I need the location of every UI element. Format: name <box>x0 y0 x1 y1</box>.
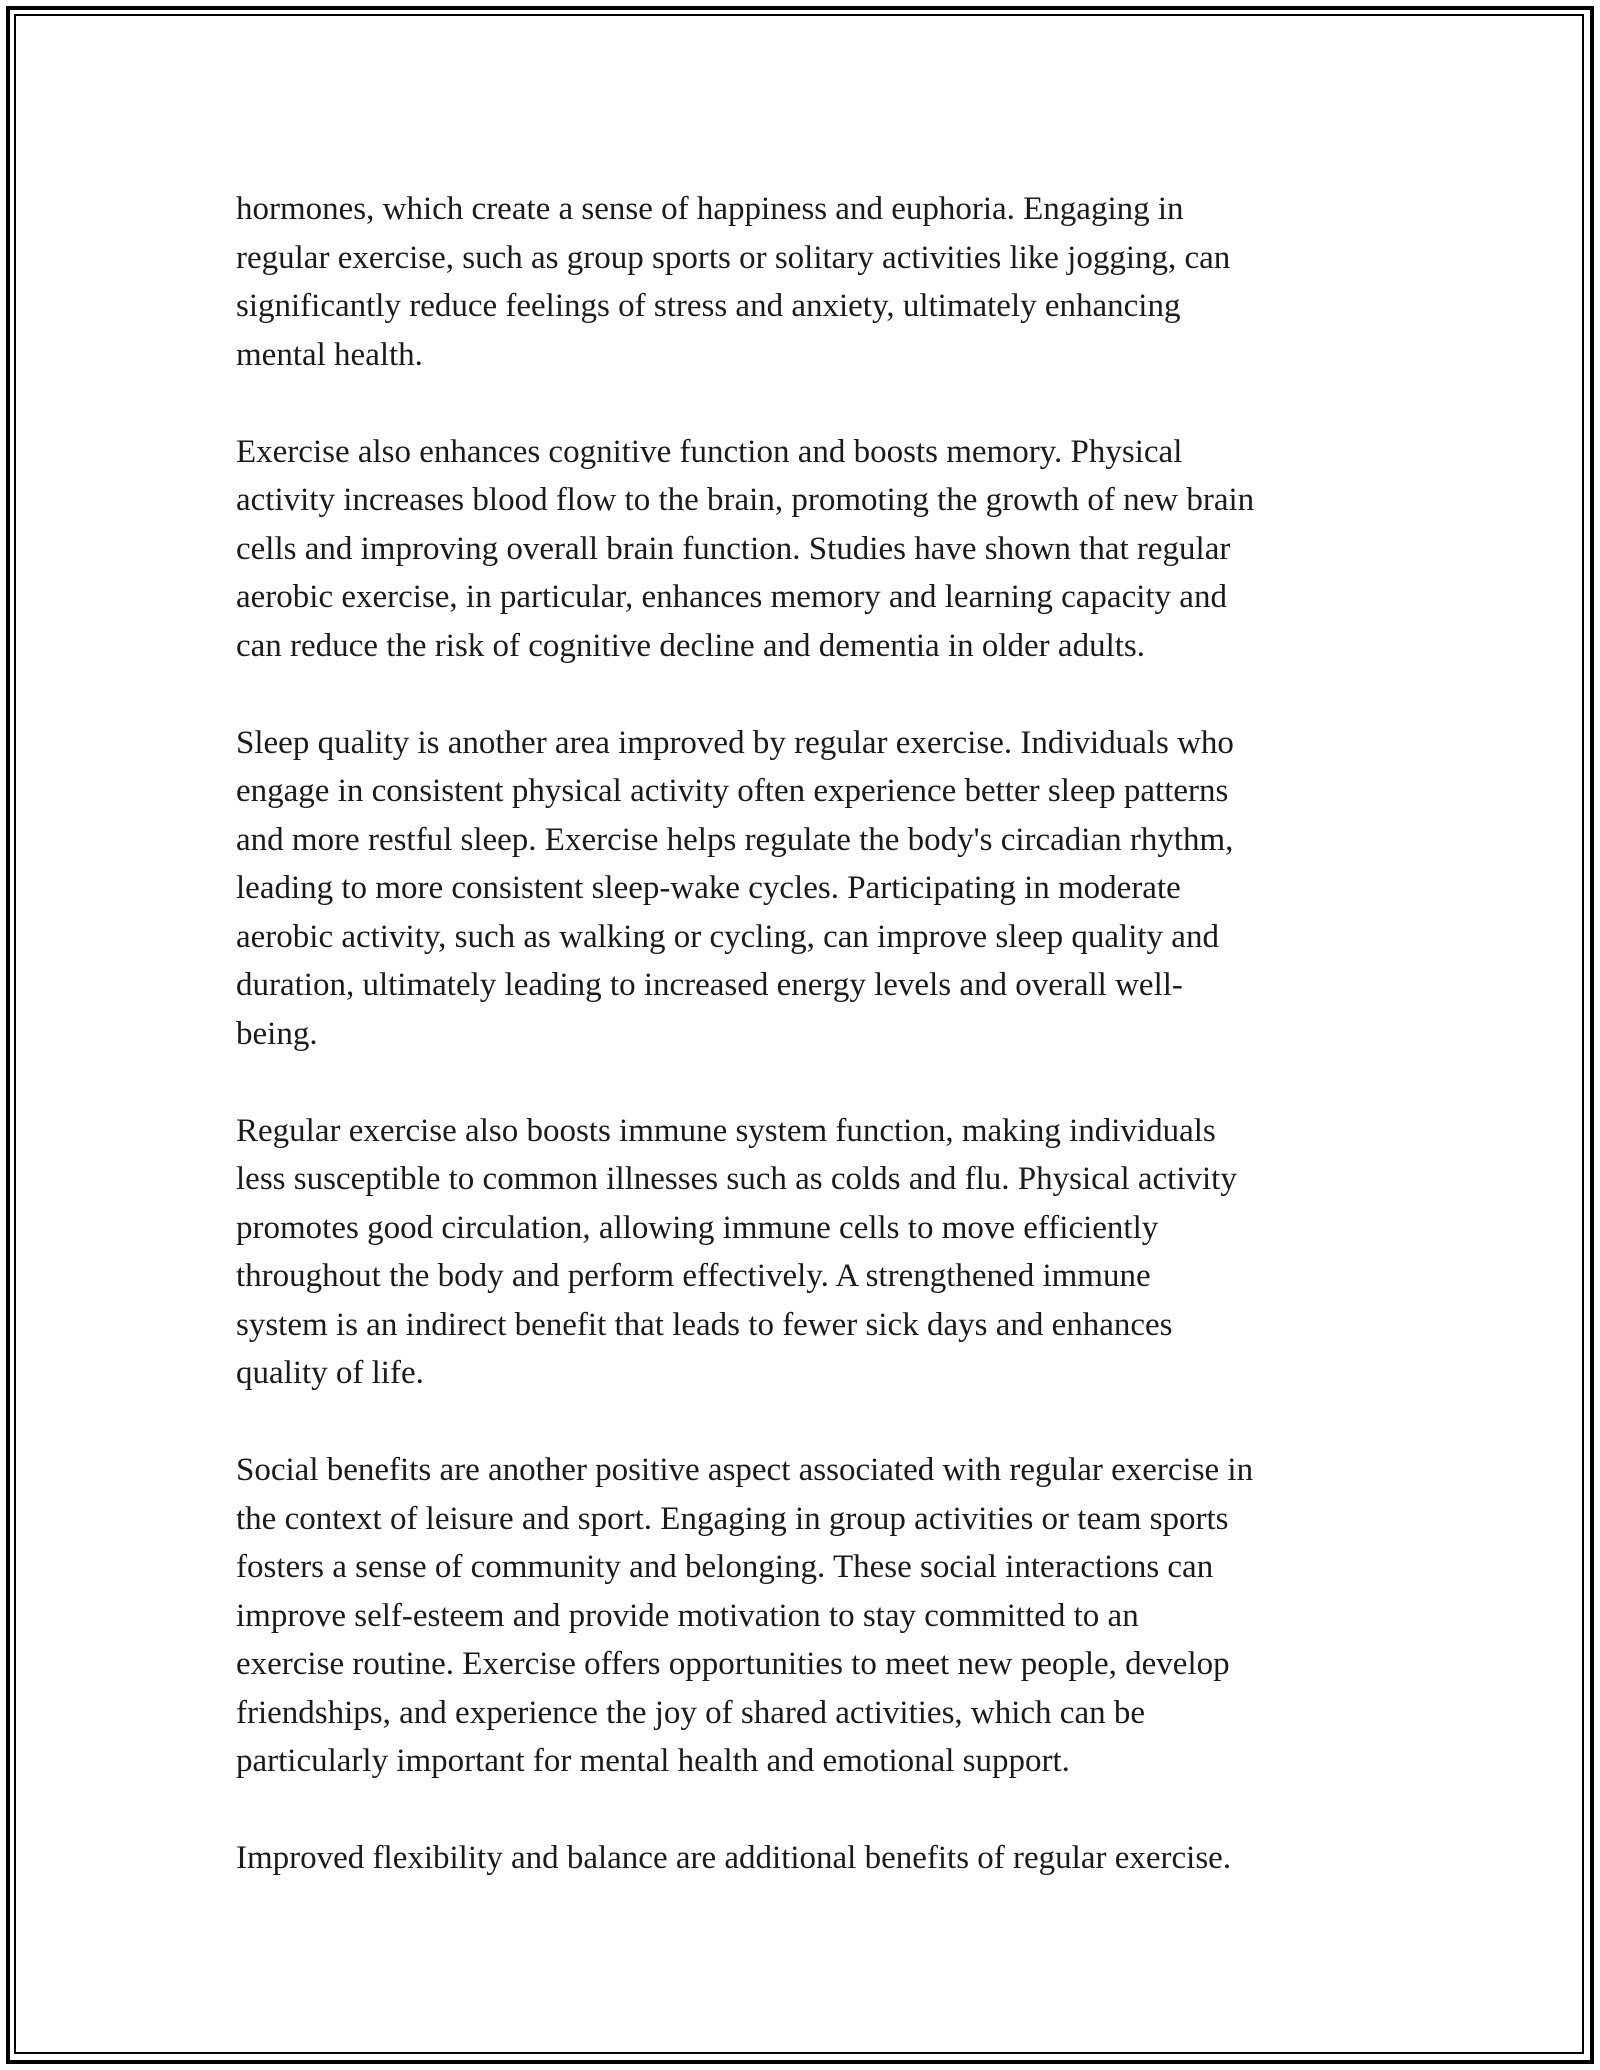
paragraph-immune-system: Regular exercise also boosts immune system function, making individuals less susceptible to common illnesses such as colds and flu. Physical activity promotes good circulation, allowing immune cells to move efficiently throughout the body and perform effectively. A strengthened immune system is an indirect benefit that leads to fewer sick days and enhances quality of life. <box>236 1112 1237 1391</box>
document-body <box>236 185 1396 1883</box>
paragraph-sleep-quality: Sleep quality is another area improved by regular exercise. Individuals who engage in consistent physical activity often experience better sleep patterns and more restful sleep. Exercise helps regulate the body's circadian rhythm, leading to more consistent sleep-wake cycles. Participating in moderate aerobic activity, such as walking or cycling, can improve sleep quality and duration, ultimately leading to increased energy levels and overall well- being. <box>236 724 1234 1052</box>
paragraph-flexibility-balance: Improved flexibility and balance are additional benefits of regular exercise. <box>236 1840 1232 1876</box>
paragraph-mental-health: hormones, which create a sense of happiness and euphoria. Engaging in regular exercise, such as group sports or solitary activities like jogging, can significantly reduce feelings of stress and anxiety, ultimately enhancing mental health. <box>236 191 1231 373</box>
paragraph-cognitive-function: Exercise also enhances cognitive function and boosts memory. Physical activity increases blood flow to the brain, promoting the growth of new brain cells and improving overall brain function. Studies have shown that regular aerobic exercise, in particular, enhances memory and learning capacity and can reduce the risk of cognitive decline and dementia in older adults. <box>236 433 1255 664</box>
paragraph-social-benefits: Social benefits are another positive aspect associated with regular exercise in the context of leisure and sport. Engaging in group activities or team sports fosters a sense of community and belonging. These social interactions can improve self-esteem and provide motivation to stay committed to an exercise routine. Exercise offers opportunities to meet new people, develop friendships, and experience the joy of shared activities, which can be particularly important for mental health and emotional support. <box>236 1452 1254 1779</box>
